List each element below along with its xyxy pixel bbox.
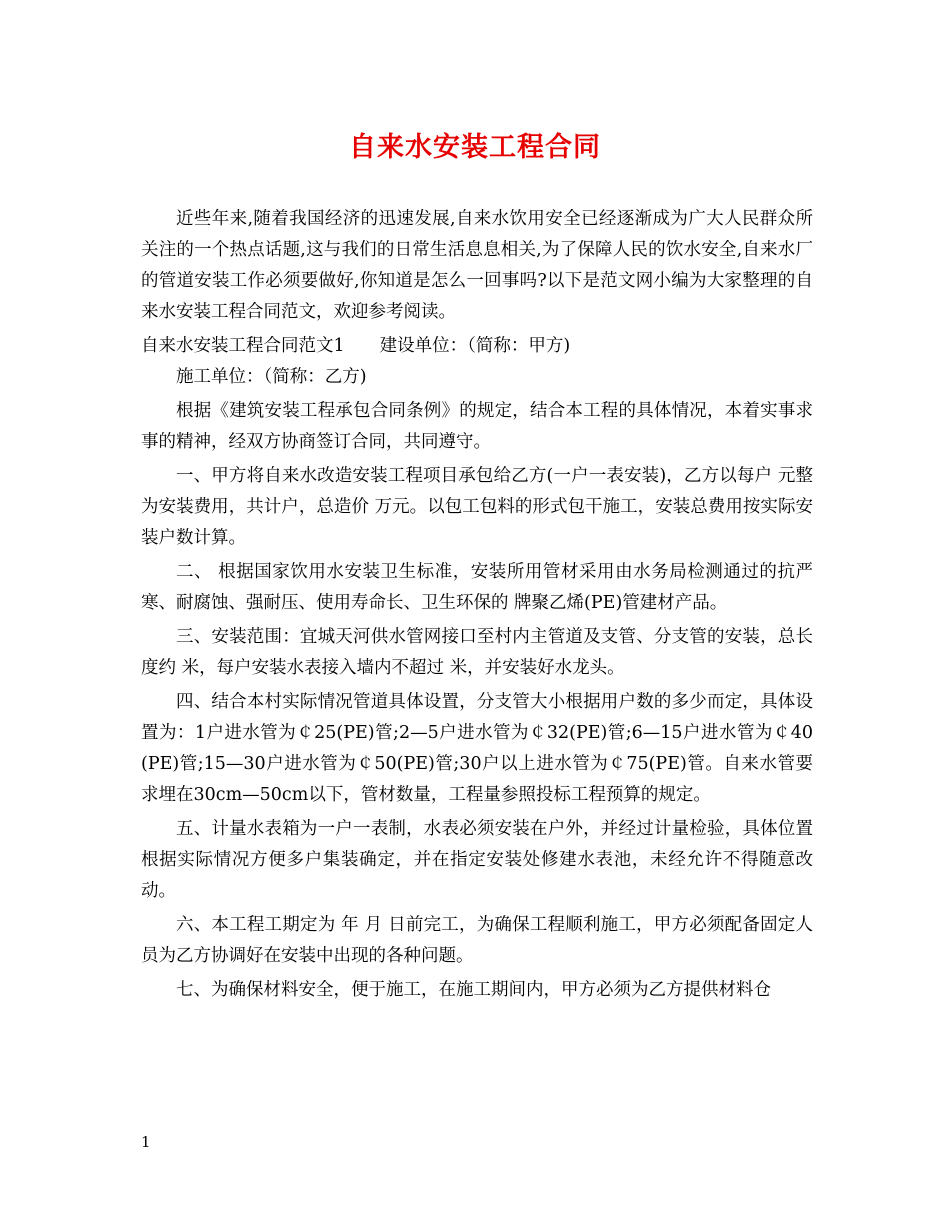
- paragraph-clause-7: 七、为确保材料安全，便于施工，在施工期间内，甲方必须为乙方提供材料仓: [176, 980, 771, 1000]
- paragraph-clause-6: 六、本工程工期定为 年 月 日前完工，为确保工程顺利施工，甲方必须配备固定人员为乙方协调好在安装中出现的各种问题。: [141, 915, 813, 966]
- paragraph-contractor: 施工单位：（简称：乙方): [176, 367, 367, 387]
- paragraph-clause-2: 二、 根据国家饮用水安装卫生标准，安装所用管材采用由水务局检测通过的抗严寒、耐腐蚀、强耐压、使用寿命长、卫生环保的 牌聚乙烯(PE)管建材产品。: [141, 562, 813, 613]
- paragraph-intro: 近些年来,随着我国经济的迅速发展,自来水饮用安全已经逐渐成为广大人民群众所关注的一个热点话题,这与我们的日常生活息息相关,为了保障人民的饮水安全,自来水厂的管道安装工作必须要做好,你知道是怎么一回事吗?以下是范文网小编为大家整理的自来水安装工程合同范文，欢迎参考阅读。: [141, 209, 813, 322]
- paragraph-clause-4: 四、结合本村实际情况管道具体设置，分支管大小根据用户数的多少而定，具体设置为：1户进水管为￠25(PE)管;2—5户进水管为￠32(PE)管;6—15户进水管为￠40(PE)管;15—30户进水管为￠50(PE)管;30户以上进水管为￠75(PE)管。自来水管要求埋在30cm—50cm以下，管材数量，工程量参照投标工程预算的规定。: [141, 692, 813, 805]
- paragraph-basis: 根据《建筑安装工程承包合同条例》的规定，结合本工程的具体情况，本着实事求事的精神，经双方协商签订合同，共同遵守。: [141, 401, 813, 452]
- paragraph-clause-1: 一、甲方将自来水改造安装工程项目承包给乙方(一户一表安装)，乙方以每户 元整为安装费用，共计户，总造价 万元。以包工包料的形式包干施工，安装总费用按实际安装户数计算。: [141, 466, 813, 548]
- page-number: 1: [141, 1133, 151, 1151]
- paragraph-clause-3: 三、安装范围：宜城天河供水管网接口至村内主管道及支管、分支管的安装，总长度约 米，每户安装水表接入墙内不超过 米，并安装好水龙头。: [141, 627, 813, 678]
- paragraph-contract-heading: 自来水安装工程合同范文1 建设单位：（简称：甲方): [141, 336, 571, 356]
- paragraph-clause-5: 五、计量水表箱为一户一表制，水表必须安装在户外，并经过计量检验，具体位置根据实际情况方便多户集装确定，并在指定安装处修建水表池，未经允许不得随意改动。: [141, 819, 813, 901]
- document-body: [141, 204, 813, 1006]
- document-title: 自来水安装工程合同: [349, 132, 601, 163]
